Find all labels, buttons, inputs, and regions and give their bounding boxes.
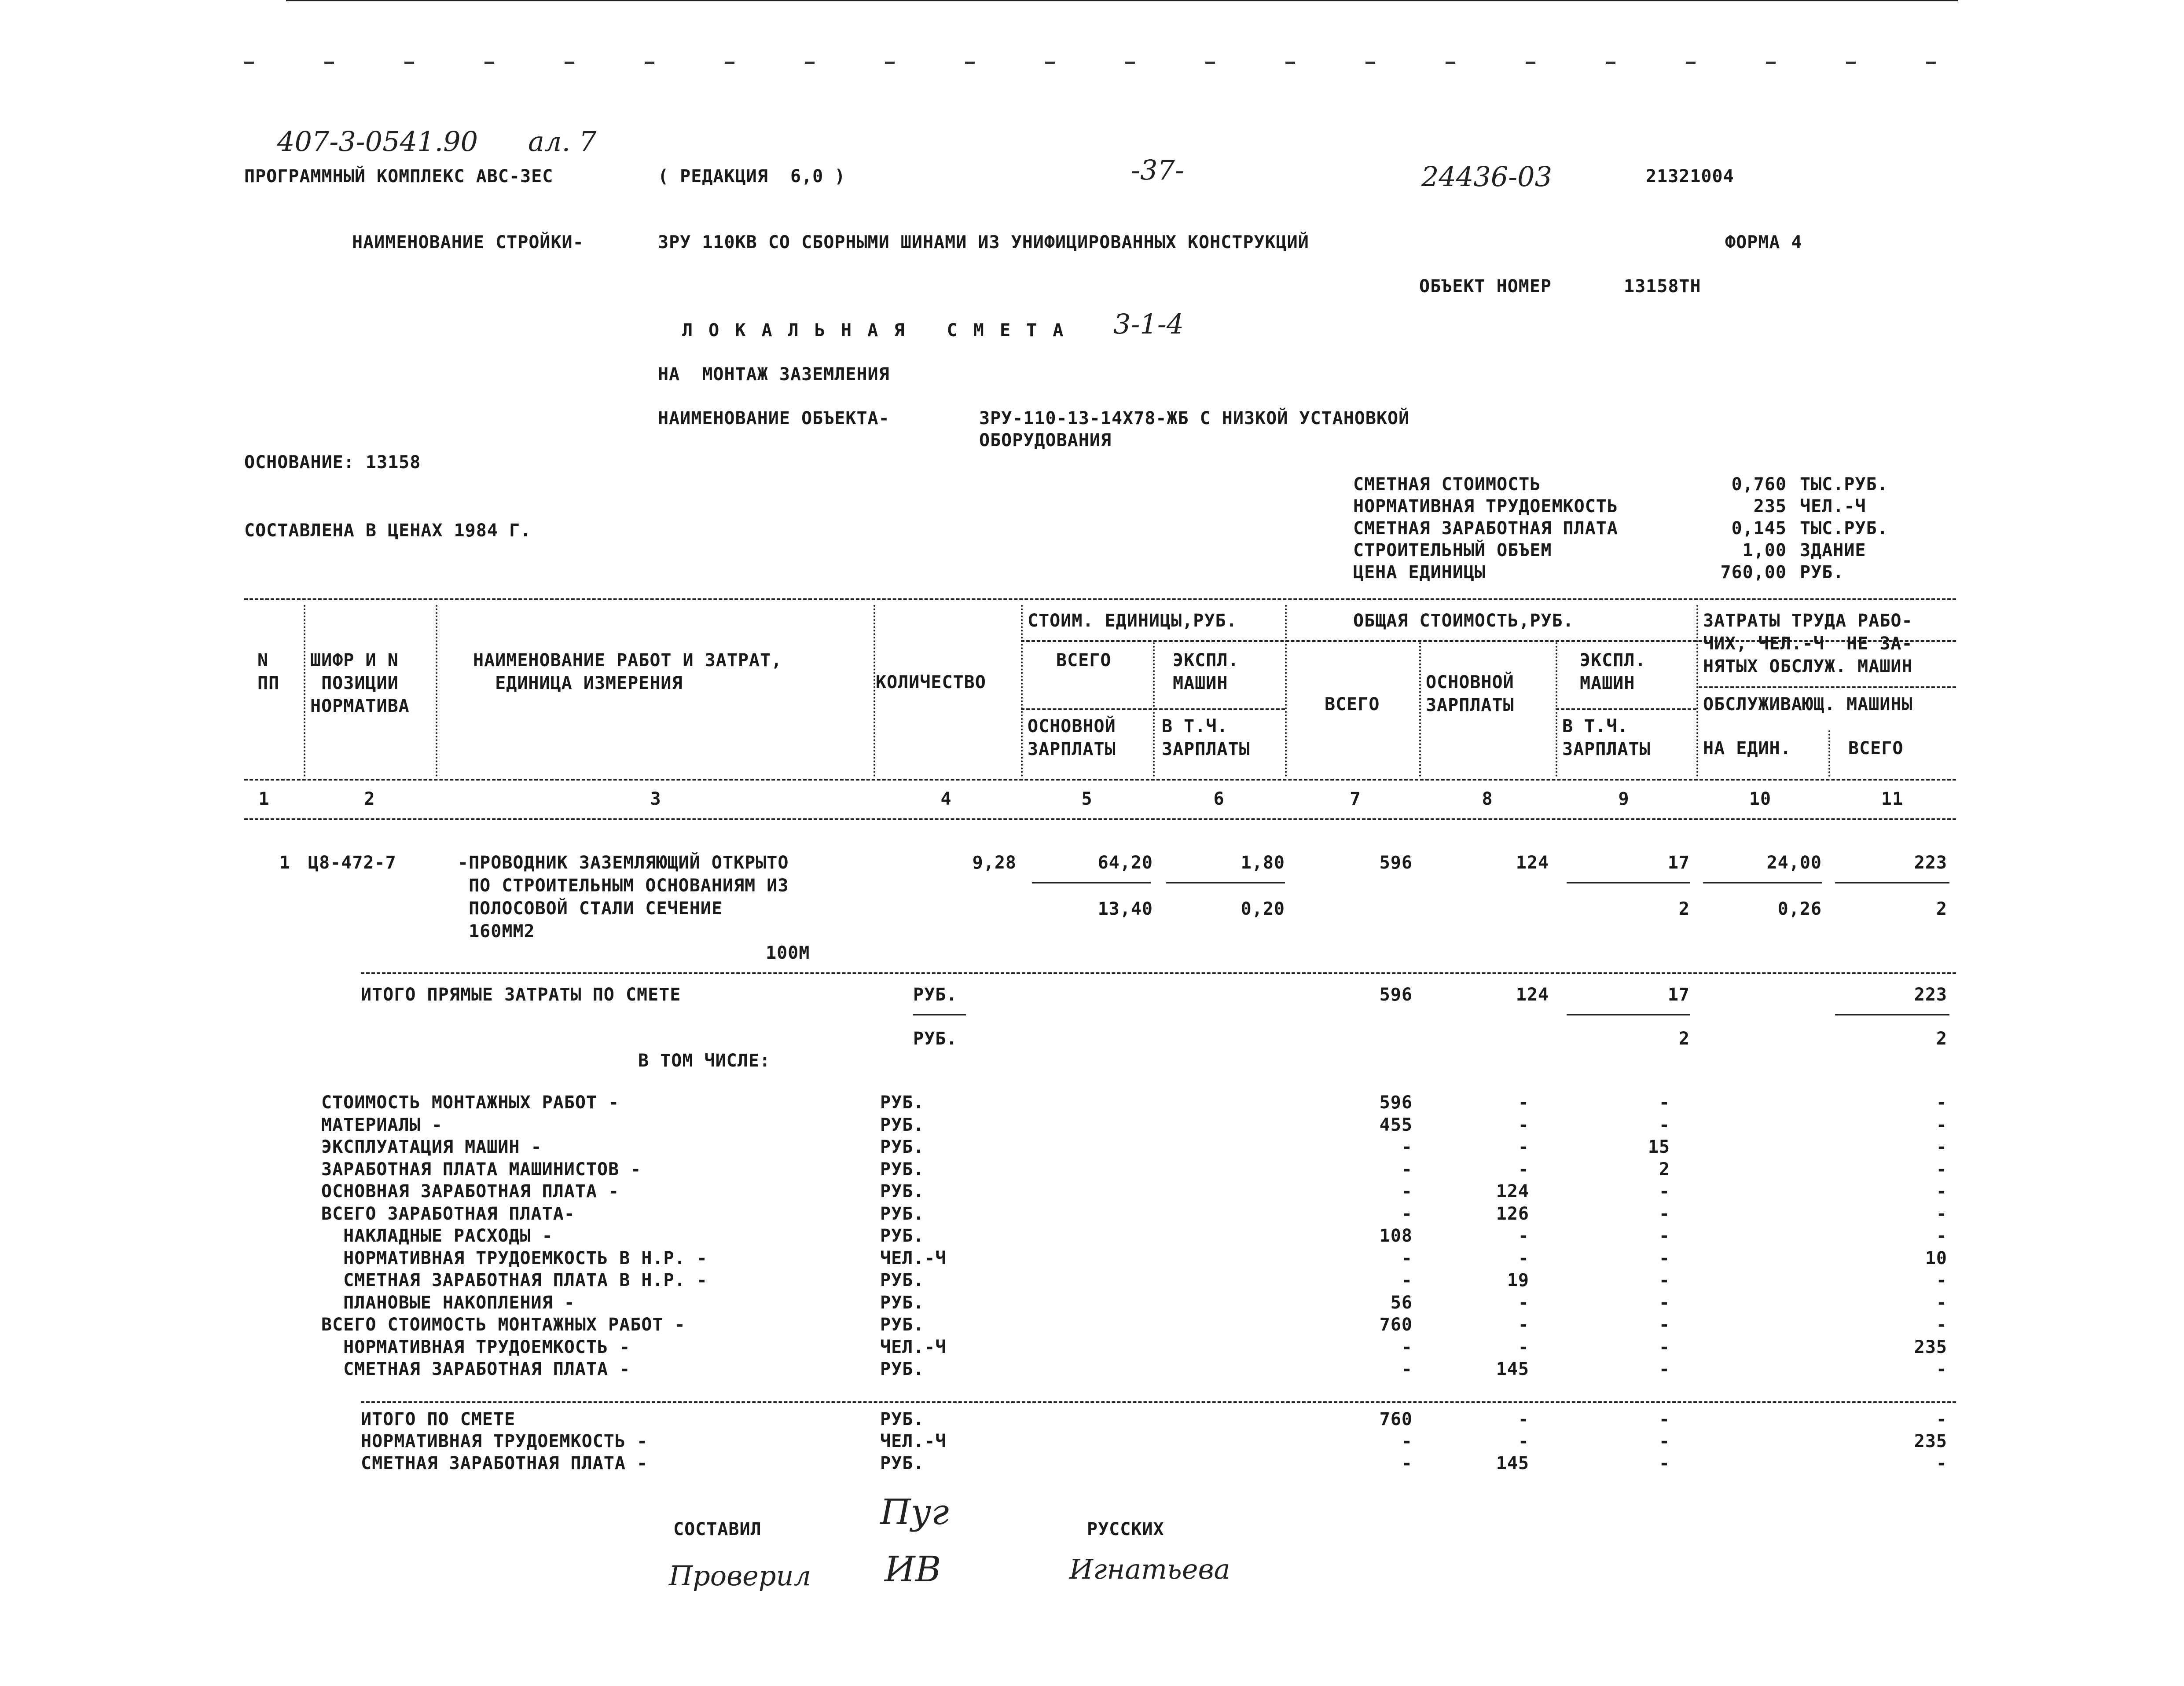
item-label: МАТЕРИАЛЫ -: [321, 1114, 443, 1135]
item-unit: РУБ.: [880, 1359, 925, 1379]
item-label: ЭКСПЛУАТАЦИЯ МАШИН -: [321, 1137, 542, 1157]
dash-mark: [1766, 62, 1776, 64]
item-base-wage: 126: [1496, 1203, 1529, 1224]
item-machines: 15: [1648, 1137, 1670, 1157]
rule: [913, 1014, 966, 1015]
item-total: -: [1401, 1270, 1413, 1290]
item-base-wage: -: [1518, 1159, 1529, 1180]
code-number: 21321004: [1646, 166, 1734, 187]
column-divider: [1153, 642, 1155, 777]
rule: [1703, 882, 1822, 883]
item-label: НОРМАТИВНАЯ ТРУДОЕМКОСТЬ -: [361, 1431, 648, 1451]
rule: [244, 818, 1956, 820]
item-labor: -: [1936, 1270, 1947, 1290]
item-total: 455: [1379, 1114, 1413, 1135]
item-labor: -: [1936, 1315, 1947, 1335]
item-total: 596: [1379, 1092, 1413, 1113]
col-number: 7: [1350, 789, 1361, 809]
edition: ( РЕДАКЦИЯ 6,0 ): [658, 166, 846, 187]
row-labor-total: 223: [1914, 853, 1947, 873]
item-label: ЗАРАБОТНАЯ ПЛАТА МАШИНИСТОВ -: [321, 1159, 642, 1180]
dash-mark: [1686, 62, 1696, 64]
col-number: 2: [364, 789, 375, 809]
item-total: -: [1401, 1248, 1413, 1268]
row-total: 596: [1379, 853, 1413, 873]
object-name-line1: ЗРУ-110-13-14Х78-ЖБ С НИЗКОЙ УСТАНОВКОЙ: [979, 408, 1410, 429]
row-labor-total-2: 2: [1936, 899, 1947, 919]
column-divider: [1419, 642, 1421, 777]
item-total: -: [1401, 1337, 1413, 1357]
dash-mark: [1446, 62, 1455, 64]
summary-label: СМЕТНАЯ ЗАРАБОТНАЯ ПЛАТА: [1353, 518, 1618, 539]
dash-mark: [1125, 62, 1135, 64]
direct-costs-labor-2: 2: [1936, 1029, 1947, 1049]
item-machines: -: [1659, 1292, 1670, 1313]
summary-label: СМЕТНАЯ СТОИМОСТЬ: [1353, 474, 1541, 495]
rule: [1556, 708, 1696, 710]
item-machines: -: [1659, 1359, 1670, 1379]
col-header-unit-cost: СТОИМ. ЕДИНИЦЫ,РУБ.: [1028, 611, 1237, 631]
annotation-ref: 24436-03: [1421, 161, 1553, 193]
item-unit: РУБ.: [880, 1137, 925, 1157]
item-machines: -: [1659, 1270, 1670, 1290]
item-label: НАКЛАДНЫЕ РАСХОДЫ -: [321, 1226, 553, 1246]
item-label: СМЕТНАЯ ЗАРАБОТНАЯ ПЛАТА -: [361, 1453, 648, 1473]
col-number: 9: [1618, 789, 1630, 809]
item-unit: РУБ.: [880, 1159, 925, 1180]
item-total: 56: [1390, 1292, 1413, 1313]
top-rule: [286, 0, 1958, 1]
row-total-incl-wage: 2: [1678, 899, 1690, 919]
item-labor: -: [1936, 1226, 1947, 1246]
summary-unit: РУБ.: [1800, 562, 1844, 583]
rule: [1567, 1014, 1690, 1015]
compiled-label: СОСТАВИЛ: [673, 1519, 762, 1539]
item-base-wage: 145: [1496, 1359, 1529, 1379]
dash-mark: [1606, 62, 1615, 64]
checked-signature: ИВ: [885, 1549, 941, 1590]
summary-unit: ЗДАНИЕ: [1800, 540, 1866, 561]
construction-label: НАИМЕНОВАНИЕ СТРОЙКИ-: [352, 232, 584, 253]
col-number: 11: [1881, 789, 1904, 809]
row-total-machines: 17: [1667, 853, 1690, 873]
rule: [1835, 1014, 1949, 1015]
col-header-total-machines: ЭКСПЛ. МАШИН: [1580, 650, 1646, 693]
item-total: -: [1401, 1431, 1413, 1451]
item-unit: РУБ.: [880, 1203, 925, 1224]
rule: [361, 972, 1956, 974]
item-label: ИТОГО ПО СМЕТЕ: [361, 1409, 516, 1429]
item-machines: -: [1659, 1315, 1670, 1335]
item-labor: 10: [1925, 1248, 1947, 1268]
col-number: 1: [258, 789, 270, 809]
item-base-wage: 19: [1507, 1270, 1529, 1290]
item-base-wage: -: [1518, 1248, 1529, 1268]
dash-mark: [725, 62, 734, 64]
dash-mark: [885, 62, 895, 64]
object-label: ОБЪЕКТ НОМЕР: [1419, 276, 1552, 297]
object-name-line2: ОБОРУДОВАНИЯ: [979, 430, 1112, 451]
col-header-unit-machines: ЭКСПЛ. МАШИН: [1173, 650, 1239, 693]
direct-costs-incl-wage: 2: [1678, 1029, 1690, 1049]
row-number: 1: [279, 853, 290, 873]
compiled-signature: Пуг: [880, 1492, 949, 1532]
item-machines: -: [1659, 1409, 1670, 1429]
col-header-labor-unit: НА ЕДИН.: [1703, 738, 1791, 759]
dash-mark: [1365, 62, 1375, 64]
item-labor: -: [1936, 1092, 1947, 1113]
item-labor: -: [1936, 1137, 1947, 1157]
item-base-wage: -: [1518, 1137, 1529, 1157]
construction-name: ЗРУ 110КВ СО СБОРНЫМИ ШИНАМИ ИЗ УНИФИЦИРОВАННЫХ КОНСТРУКЦИЙ: [658, 232, 1309, 253]
dash-mark: [565, 62, 574, 64]
column-divider: [874, 605, 875, 777]
item-unit: РУБ.: [880, 1453, 925, 1473]
row-name: -ПРОВОДНИК ЗАЗЕМЛЯЮЩИЙ ОТКРЫТО ПО СТРОИТЕЛЬНЫМ ОСНОВАНИЯМ ИЗ ПОЛОСОВОЙ СТАЛИ СЕЧЕНИЕ 160ММ2: [458, 853, 789, 942]
col-number: 8: [1482, 789, 1493, 809]
direct-costs-machines: 17: [1667, 985, 1690, 1005]
item-labor: -: [1936, 1159, 1947, 1180]
including-label: В ТОМ ЧИСЛЕ:: [638, 1051, 771, 1071]
checked-label: Проверил: [669, 1560, 811, 1592]
dash-mark: [965, 62, 975, 64]
item-total: -: [1401, 1453, 1413, 1473]
item-label: ВСЕГО СТОИМОСТЬ МОНТАЖНЫХ РАБОТ -: [321, 1315, 686, 1335]
item-base-wage: 145: [1496, 1453, 1529, 1473]
col-header-total-incl-wage: В Т.Ч. ЗАРПЛАТЫ: [1562, 716, 1651, 759]
rule: [244, 598, 1956, 600]
dash-mark: [1045, 62, 1055, 64]
item-base-wage: -: [1518, 1092, 1529, 1113]
summary-value: 235: [1753, 496, 1787, 517]
item-labor: -: [1936, 1292, 1947, 1313]
column-divider: [436, 605, 437, 777]
item-unit: ЧЕЛ.-Ч: [880, 1431, 947, 1451]
item-unit: РУБ.: [880, 1409, 925, 1429]
form-number: ФОРМА 4: [1725, 232, 1802, 253]
col-header-unit-total: ВСЕГО: [1056, 650, 1112, 671]
item-label: НОРМАТИВНАЯ ТРУДОЕМКОСТЬ В Н.Р. -: [321, 1248, 708, 1268]
item-label: НОРМАТИВНАЯ ТРУДОЕМКОСТЬ -: [321, 1337, 631, 1357]
item-base-wage: -: [1518, 1292, 1529, 1313]
item-label: СТОИМОСТЬ МОНТАЖНЫХ РАБОТ -: [321, 1092, 620, 1113]
row-unit: 100М: [766, 943, 810, 963]
row-unit-machines: 1,80: [1241, 853, 1285, 873]
item-unit: РУБ.: [880, 1315, 925, 1335]
object-number: 13158ТН: [1624, 276, 1701, 297]
dash-mark: [1526, 62, 1535, 64]
dash-mark: [1205, 62, 1215, 64]
column-divider: [1021, 605, 1023, 777]
item-machines: 2: [1659, 1159, 1670, 1180]
item-unit: РУБ.: [880, 1270, 925, 1290]
item-machines: -: [1659, 1431, 1670, 1451]
summary-label: НОРМАТИВНАЯ ТРУДОЕМКОСТЬ: [1353, 496, 1618, 517]
rule: [1699, 686, 1956, 688]
row-labor-unit: 24,00: [1766, 853, 1822, 873]
rule: [1567, 882, 1690, 883]
item-total: -: [1401, 1181, 1413, 1202]
item-labor: -: [1936, 1409, 1947, 1429]
column-divider: [1556, 642, 1557, 777]
item-labor: -: [1936, 1453, 1947, 1473]
col-header-unit-incl-wage: В Т.Ч. ЗАРПЛАТЫ: [1162, 716, 1250, 759]
summary-label: СТРОИТЕЛЬНЫЙ ОБЪЕМ: [1353, 540, 1552, 561]
item-machines: -: [1659, 1453, 1670, 1473]
col-header-total: ВСЕГО: [1325, 694, 1380, 715]
column-divider: [1828, 730, 1830, 777]
dash-mark: [244, 62, 254, 64]
dash-mark: [404, 62, 414, 64]
col-number: 3: [650, 789, 661, 809]
col-header-quantity: КОЛИЧЕСТВО: [876, 672, 986, 693]
dash-mark: [645, 62, 654, 64]
item-unit: РУБ.: [880, 1292, 925, 1313]
item-base-wage: 124: [1496, 1181, 1529, 1202]
direct-costs-labor: 223: [1914, 985, 1947, 1005]
item-labor: 235: [1914, 1337, 1947, 1357]
dash-mark: [485, 62, 494, 64]
col-header-unit-base-wage: ОСНОВНОЙ ЗАРПЛАТЫ: [1028, 716, 1116, 759]
summary-value: 0,760: [1731, 474, 1787, 495]
item-unit: РУБ.: [880, 1226, 925, 1246]
item-total: 760: [1379, 1409, 1413, 1429]
item-labor: -: [1936, 1359, 1947, 1379]
dash-mark: [805, 62, 815, 64]
item-total: -: [1401, 1137, 1413, 1157]
summary-label: ЦЕНА ЕДИНИЦЫ: [1353, 562, 1486, 583]
item-machines: -: [1659, 1248, 1670, 1268]
summary-value: 0,145: [1731, 518, 1787, 539]
item-base-wage: -: [1518, 1337, 1529, 1357]
page-number: -37-: [1131, 154, 1184, 186]
item-machines: -: [1659, 1203, 1670, 1224]
item-base-wage: -: [1518, 1409, 1529, 1429]
row-code: Ц8-472-7: [308, 853, 396, 873]
basis: ОСНОВАНИЕ: 13158: [244, 452, 421, 473]
row-unit-base-wage: 13,40: [1098, 899, 1153, 919]
item-unit: РУБ.: [880, 1092, 925, 1113]
column-divider: [1696, 605, 1698, 777]
item-unit: ЧЕЛ.-Ч: [880, 1248, 947, 1268]
direct-costs-base-wage: 124: [1516, 985, 1549, 1005]
item-machines: -: [1659, 1181, 1670, 1202]
direct-costs-label: ИТОГО ПРЯМЫЕ ЗАТРАТЫ ПО СМЕТЕ: [361, 985, 681, 1005]
row-total-base-wage: 124: [1516, 853, 1549, 873]
rule: [1032, 882, 1151, 883]
program-name: ПРОГРАММНЫЙ КОМПЛЕКС АВС-3ЕС: [244, 166, 554, 187]
col-header-n: N ПП: [257, 650, 280, 693]
item-base-wage: -: [1518, 1114, 1529, 1135]
row-unit-incl-wage: 0,20: [1241, 899, 1285, 919]
col-number: 6: [1213, 789, 1225, 809]
rule: [1166, 882, 1285, 883]
item-base-wage: -: [1518, 1226, 1529, 1246]
item-labor: -: [1936, 1114, 1947, 1135]
item-labor: -: [1936, 1181, 1947, 1202]
item-machines: -: [1659, 1092, 1670, 1113]
summary-value: 1,00: [1742, 540, 1787, 561]
col-header-code: ШИФР И N ПОЗИЦИИ НОРМАТИВА: [310, 650, 410, 716]
col-header-labor-total: ВСЕГО: [1848, 738, 1904, 759]
item-unit: РУБ.: [880, 1181, 925, 1202]
dash-mark: [1285, 62, 1295, 64]
prices-year: СОСТАВЛЕНА В ЦЕНАХ 1984 Г.: [244, 520, 532, 541]
col-header-labor-service: ОБСЛУЖИВАЮЩ. МАШИНЫ: [1703, 694, 1913, 715]
object-name-label: НАИМЕНОВАНИЕ ОБЪЕКТА-: [658, 408, 890, 429]
item-base-wage: -: [1518, 1431, 1529, 1451]
item-total: 108: [1379, 1226, 1413, 1246]
rule: [244, 779, 1956, 781]
col-header-total-base-wage: ОСНОВНОЙ ЗАРПЛАТЫ: [1426, 672, 1514, 715]
item-unit: ЧЕЛ.-Ч: [880, 1337, 947, 1357]
item-label: ВСЕГО ЗАРАБОТНАЯ ПЛАТА-: [321, 1203, 575, 1224]
summary-unit: ТЫС.РУБ.: [1800, 518, 1888, 539]
purpose: НА МОНТАЖ ЗАЗЕМЛЕНИЯ: [658, 364, 890, 385]
col-header-labor: ЗАТРАТЫ ТРУДА РАБО- ЧИХ, ЧЕЛ.-Ч НЕ ЗА- НЯТЫХ ОБСЛУЖ. МАШИН: [1703, 611, 1913, 677]
item-unit: РУБ.: [880, 1114, 925, 1135]
row-quantity: 9,28: [972, 853, 1017, 873]
item-label: ОСНОВНАЯ ЗАРАБОТНАЯ ПЛАТА -: [321, 1181, 620, 1202]
row-labor-unit-2: 0,26: [1777, 899, 1822, 919]
direct-costs-unit: РУБ.: [913, 985, 958, 1005]
item-label: СМЕТНАЯ ЗАРАБОТНАЯ ПЛАТА -: [321, 1359, 631, 1379]
annotation-album: ал. 7: [528, 125, 597, 158]
item-labor: 235: [1914, 1431, 1947, 1451]
item-machines: -: [1659, 1226, 1670, 1246]
rule: [1835, 882, 1949, 883]
col-header-total-cost: ОБЩАЯ СТОИМОСТЬ,РУБ.: [1353, 611, 1574, 631]
item-total: -: [1401, 1359, 1413, 1379]
item-labor: -: [1936, 1203, 1947, 1224]
rule: [361, 1401, 1956, 1403]
item-base-wage: -: [1518, 1315, 1529, 1335]
item-machines: -: [1659, 1337, 1670, 1357]
document-title: Л О К А Л Ь Н А Я С М Е Т А: [682, 320, 1066, 341]
col-number: 4: [940, 789, 952, 809]
dash-mark: [324, 62, 334, 64]
column-divider: [1285, 605, 1287, 777]
col-header-name: НАИМЕНОВАНИЕ РАБОТ И ЗАТРАТ, ЕДИНИЦА ИЗМЕРЕНИЯ: [473, 650, 782, 693]
direct-costs-unit-2: РУБ.: [913, 1029, 958, 1049]
summary-value: 760,00: [1720, 562, 1787, 583]
document-title-number: 3-1-4: [1113, 308, 1184, 340]
column-divider: [304, 605, 305, 777]
item-total: 760: [1379, 1315, 1413, 1335]
direct-costs-total: 596: [1379, 985, 1413, 1005]
compiled-by: РУССКИХ: [1087, 1519, 1164, 1539]
dash-mark: [1846, 62, 1856, 64]
col-number: 10: [1749, 789, 1772, 809]
item-total: -: [1401, 1203, 1413, 1224]
row-unit-total: 64,20: [1098, 853, 1153, 873]
summary-unit: ЧЕЛ.-Ч: [1800, 496, 1866, 517]
annotation-code: 407-3-0541.90: [277, 125, 478, 158]
checked-by: Игнатьева: [1069, 1553, 1230, 1585]
dash-mark: [1926, 62, 1936, 64]
item-machines: -: [1659, 1114, 1670, 1135]
item-total: -: [1401, 1159, 1413, 1180]
col-number: 5: [1081, 789, 1093, 809]
item-label: ПЛАНОВЫЕ НАКОПЛЕНИЯ -: [321, 1292, 575, 1313]
item-label: СМЕТНАЯ ЗАРАБОТНАЯ ПЛАТА В Н.Р. -: [321, 1270, 708, 1290]
summary-unit: ТЫС.РУБ.: [1800, 474, 1888, 495]
